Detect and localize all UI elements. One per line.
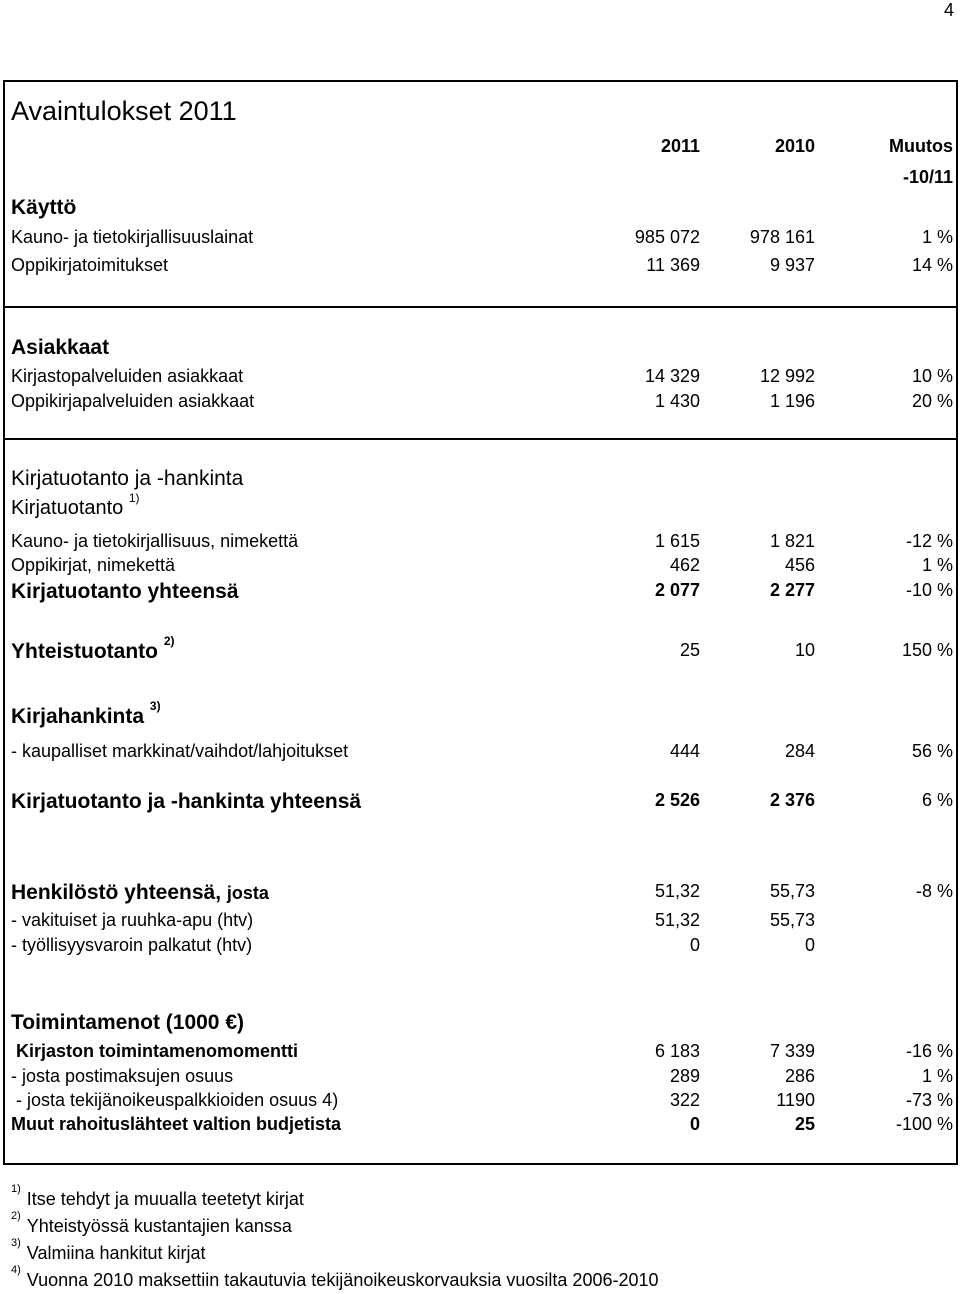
footnote-mark: 1) xyxy=(11,1183,21,1195)
value-2011: 2 077 xyxy=(654,580,700,600)
row-label-kirjahankinta xyxy=(11,699,161,729)
row-label-yhteistuotanto xyxy=(11,634,175,664)
value-2010: 1190 xyxy=(776,1090,815,1110)
value-2010: 2 277 xyxy=(769,580,815,600)
column-header-row-2 xyxy=(0,167,960,191)
value-change: 1 % xyxy=(921,555,953,575)
value-change: -100 % xyxy=(895,1114,953,1134)
value-2011: 14 329 xyxy=(644,366,700,386)
table-row xyxy=(0,555,960,579)
subheading-label: Kirjatuotanto xyxy=(11,497,124,519)
value-2011: 462 xyxy=(669,555,700,575)
table-row xyxy=(0,255,960,279)
footnote-ref: 3) xyxy=(149,699,161,713)
total-row xyxy=(0,790,960,814)
table-row xyxy=(0,1090,960,1114)
value-2010: 978 161 xyxy=(749,227,815,247)
row-label: Kirjatuotanto yhteensä xyxy=(11,580,239,603)
footnote xyxy=(11,1210,292,1237)
section-heading-row xyxy=(0,336,960,360)
value-2010: 2 376 xyxy=(769,790,815,810)
column-header-2011: 2011 xyxy=(660,136,700,156)
value-2011: 2 526 xyxy=(654,790,700,810)
table-row xyxy=(0,910,960,934)
value-change: -73 % xyxy=(905,1090,953,1110)
section-heading-row xyxy=(0,1011,960,1035)
value-2010: 9 937 xyxy=(769,255,815,275)
value-2010: 1 196 xyxy=(769,391,815,411)
value-2011: 0 xyxy=(689,935,700,955)
total-row xyxy=(0,580,960,604)
value-2011: 0 xyxy=(689,1114,700,1134)
footnote-mark: 4) xyxy=(11,1264,21,1276)
table-row xyxy=(0,881,960,905)
footnote-mark: 2) xyxy=(11,1210,21,1222)
section-heading-kaytto: Käyttö xyxy=(11,196,77,219)
column-header-2010: 2010 xyxy=(774,136,815,156)
value-change: 1 % xyxy=(921,1066,953,1086)
row-label: Henkilöstö yhteensä, xyxy=(11,881,222,904)
value-2011: 51,32 xyxy=(654,881,700,901)
value-2010: 1 821 xyxy=(769,531,815,551)
row-label-henkilosto xyxy=(11,881,269,905)
column-header-change: Muutos xyxy=(889,136,953,156)
table-row xyxy=(0,391,960,415)
section-heading-row xyxy=(0,467,960,491)
section-heading-toimintamenot: Toimintamenot (1000 €) xyxy=(11,1011,244,1034)
value-change: 14 % xyxy=(911,255,953,275)
value-change: 150 % xyxy=(901,640,953,660)
value-2011: 11 369 xyxy=(646,255,700,275)
footnote-text: Yhteistyössä kustantajien kanssa xyxy=(26,1216,292,1236)
value-change: 56 % xyxy=(911,741,953,761)
row-label: - työllisyysvaroin palkatut (htv) xyxy=(11,935,253,955)
table-row xyxy=(0,935,960,959)
value-change: -16 % xyxy=(905,1041,953,1061)
section-heading-row xyxy=(0,196,960,220)
value-2011: 444 xyxy=(669,741,700,761)
value-change: -8 % xyxy=(915,881,953,901)
row-label: Muut rahoituslähteet valtion budjetista xyxy=(11,1114,342,1134)
subheading-kirjatuotanto xyxy=(11,491,140,520)
value-change: 20 % xyxy=(911,391,953,411)
footnote-text: Itse tehdyt ja muualla teetetyt kirjat xyxy=(26,1189,304,1209)
value-2010: 25 xyxy=(794,1114,815,1134)
section-heading-asiakkaat: Asiakkaat xyxy=(11,336,110,359)
value-2011: 289 xyxy=(669,1066,700,1086)
subheading-row xyxy=(0,699,960,729)
value-change: 6 % xyxy=(921,790,953,810)
row-label: Oppikirjapalveluiden asiakkaat xyxy=(11,391,255,411)
row-label: Yhteistuotanto xyxy=(11,640,158,663)
row-label: Kauno- ja tietokirjallisuuslainat xyxy=(11,227,254,247)
value-2010: 456 xyxy=(784,555,815,575)
footnote-ref: 2) xyxy=(163,634,175,648)
table-row xyxy=(0,227,960,251)
table-row xyxy=(0,634,960,664)
row-label: Kirjastopalveluiden asiakkaat xyxy=(11,366,244,386)
row-label: - vakituiset ja ruuhka-apu (htv) xyxy=(11,910,254,930)
value-2011: 1 615 xyxy=(654,531,700,551)
footnote xyxy=(11,1237,206,1264)
footnote-ref: 1) xyxy=(128,491,140,505)
table-row xyxy=(0,1041,960,1065)
value-change: 1 % xyxy=(921,227,953,247)
value-2010: 12 992 xyxy=(759,366,815,386)
footnote-text: Vuonna 2010 maksettiin takautuvia tekijänoikeuskorvauksia vuosilta 2006-2010 xyxy=(26,1270,659,1290)
table-row xyxy=(0,1066,960,1090)
footnote xyxy=(11,1264,659,1291)
subheading-row xyxy=(0,491,960,521)
value-2011: 51,32 xyxy=(654,910,700,930)
value-2011: 1 430 xyxy=(654,391,700,411)
row-label: Kauno- ja tietokirjallisuus, nimekettä xyxy=(11,531,299,551)
value-2011: 985 072 xyxy=(634,227,700,247)
footnote xyxy=(11,1183,304,1210)
footnote-mark: 3) xyxy=(11,1237,21,1249)
page-title: Avaintulokset 2011 xyxy=(11,96,237,126)
table-row xyxy=(0,531,960,555)
value-2010: 0 xyxy=(804,935,815,955)
value-2011: 25 xyxy=(679,640,700,660)
value-change: -12 % xyxy=(905,531,953,551)
table-row xyxy=(0,366,960,390)
value-2011: 6 183 xyxy=(654,1041,700,1061)
page-number: 4 xyxy=(943,0,954,20)
row-label: Kirjatuotanto ja -hankinta yhteensä xyxy=(11,790,362,813)
value-2010: 7 339 xyxy=(769,1041,815,1061)
column-header-row xyxy=(0,136,960,160)
row-label: Kirjaston toimintamenomomentti xyxy=(16,1041,299,1061)
value-change: -10 % xyxy=(905,580,953,600)
row-label-suffix: josta xyxy=(226,883,269,903)
value-2010: 55,73 xyxy=(769,910,815,930)
footnote-text: Valmiina hankitut kirjat xyxy=(26,1243,206,1263)
value-2010: 10 xyxy=(794,640,815,660)
row-label: - josta tekijänoikeuspalkkioiden osuus 4) xyxy=(11,1090,339,1110)
row-label: - josta postimaksujen osuus xyxy=(11,1066,234,1086)
row-label: Oppikirjat, nimekettä xyxy=(11,555,176,575)
value-2010: 55,73 xyxy=(769,881,815,901)
value-2011: 322 xyxy=(669,1090,700,1110)
column-header-change-period: -10/11 xyxy=(902,167,953,187)
row-label: - kaupalliset markkinat/vaihdot/lahjoitukset xyxy=(11,741,349,761)
section-heading-kirjatuotanto: Kirjatuotanto ja -hankinta xyxy=(11,467,244,490)
table-row xyxy=(0,1114,960,1138)
value-change: 10 % xyxy=(911,366,953,386)
table-row xyxy=(0,741,960,765)
row-label: Oppikirjatoimitukset xyxy=(11,255,169,275)
value-2010: 284 xyxy=(784,741,815,761)
value-2010: 286 xyxy=(784,1066,815,1086)
row-label: Kirjahankinta xyxy=(11,705,145,728)
